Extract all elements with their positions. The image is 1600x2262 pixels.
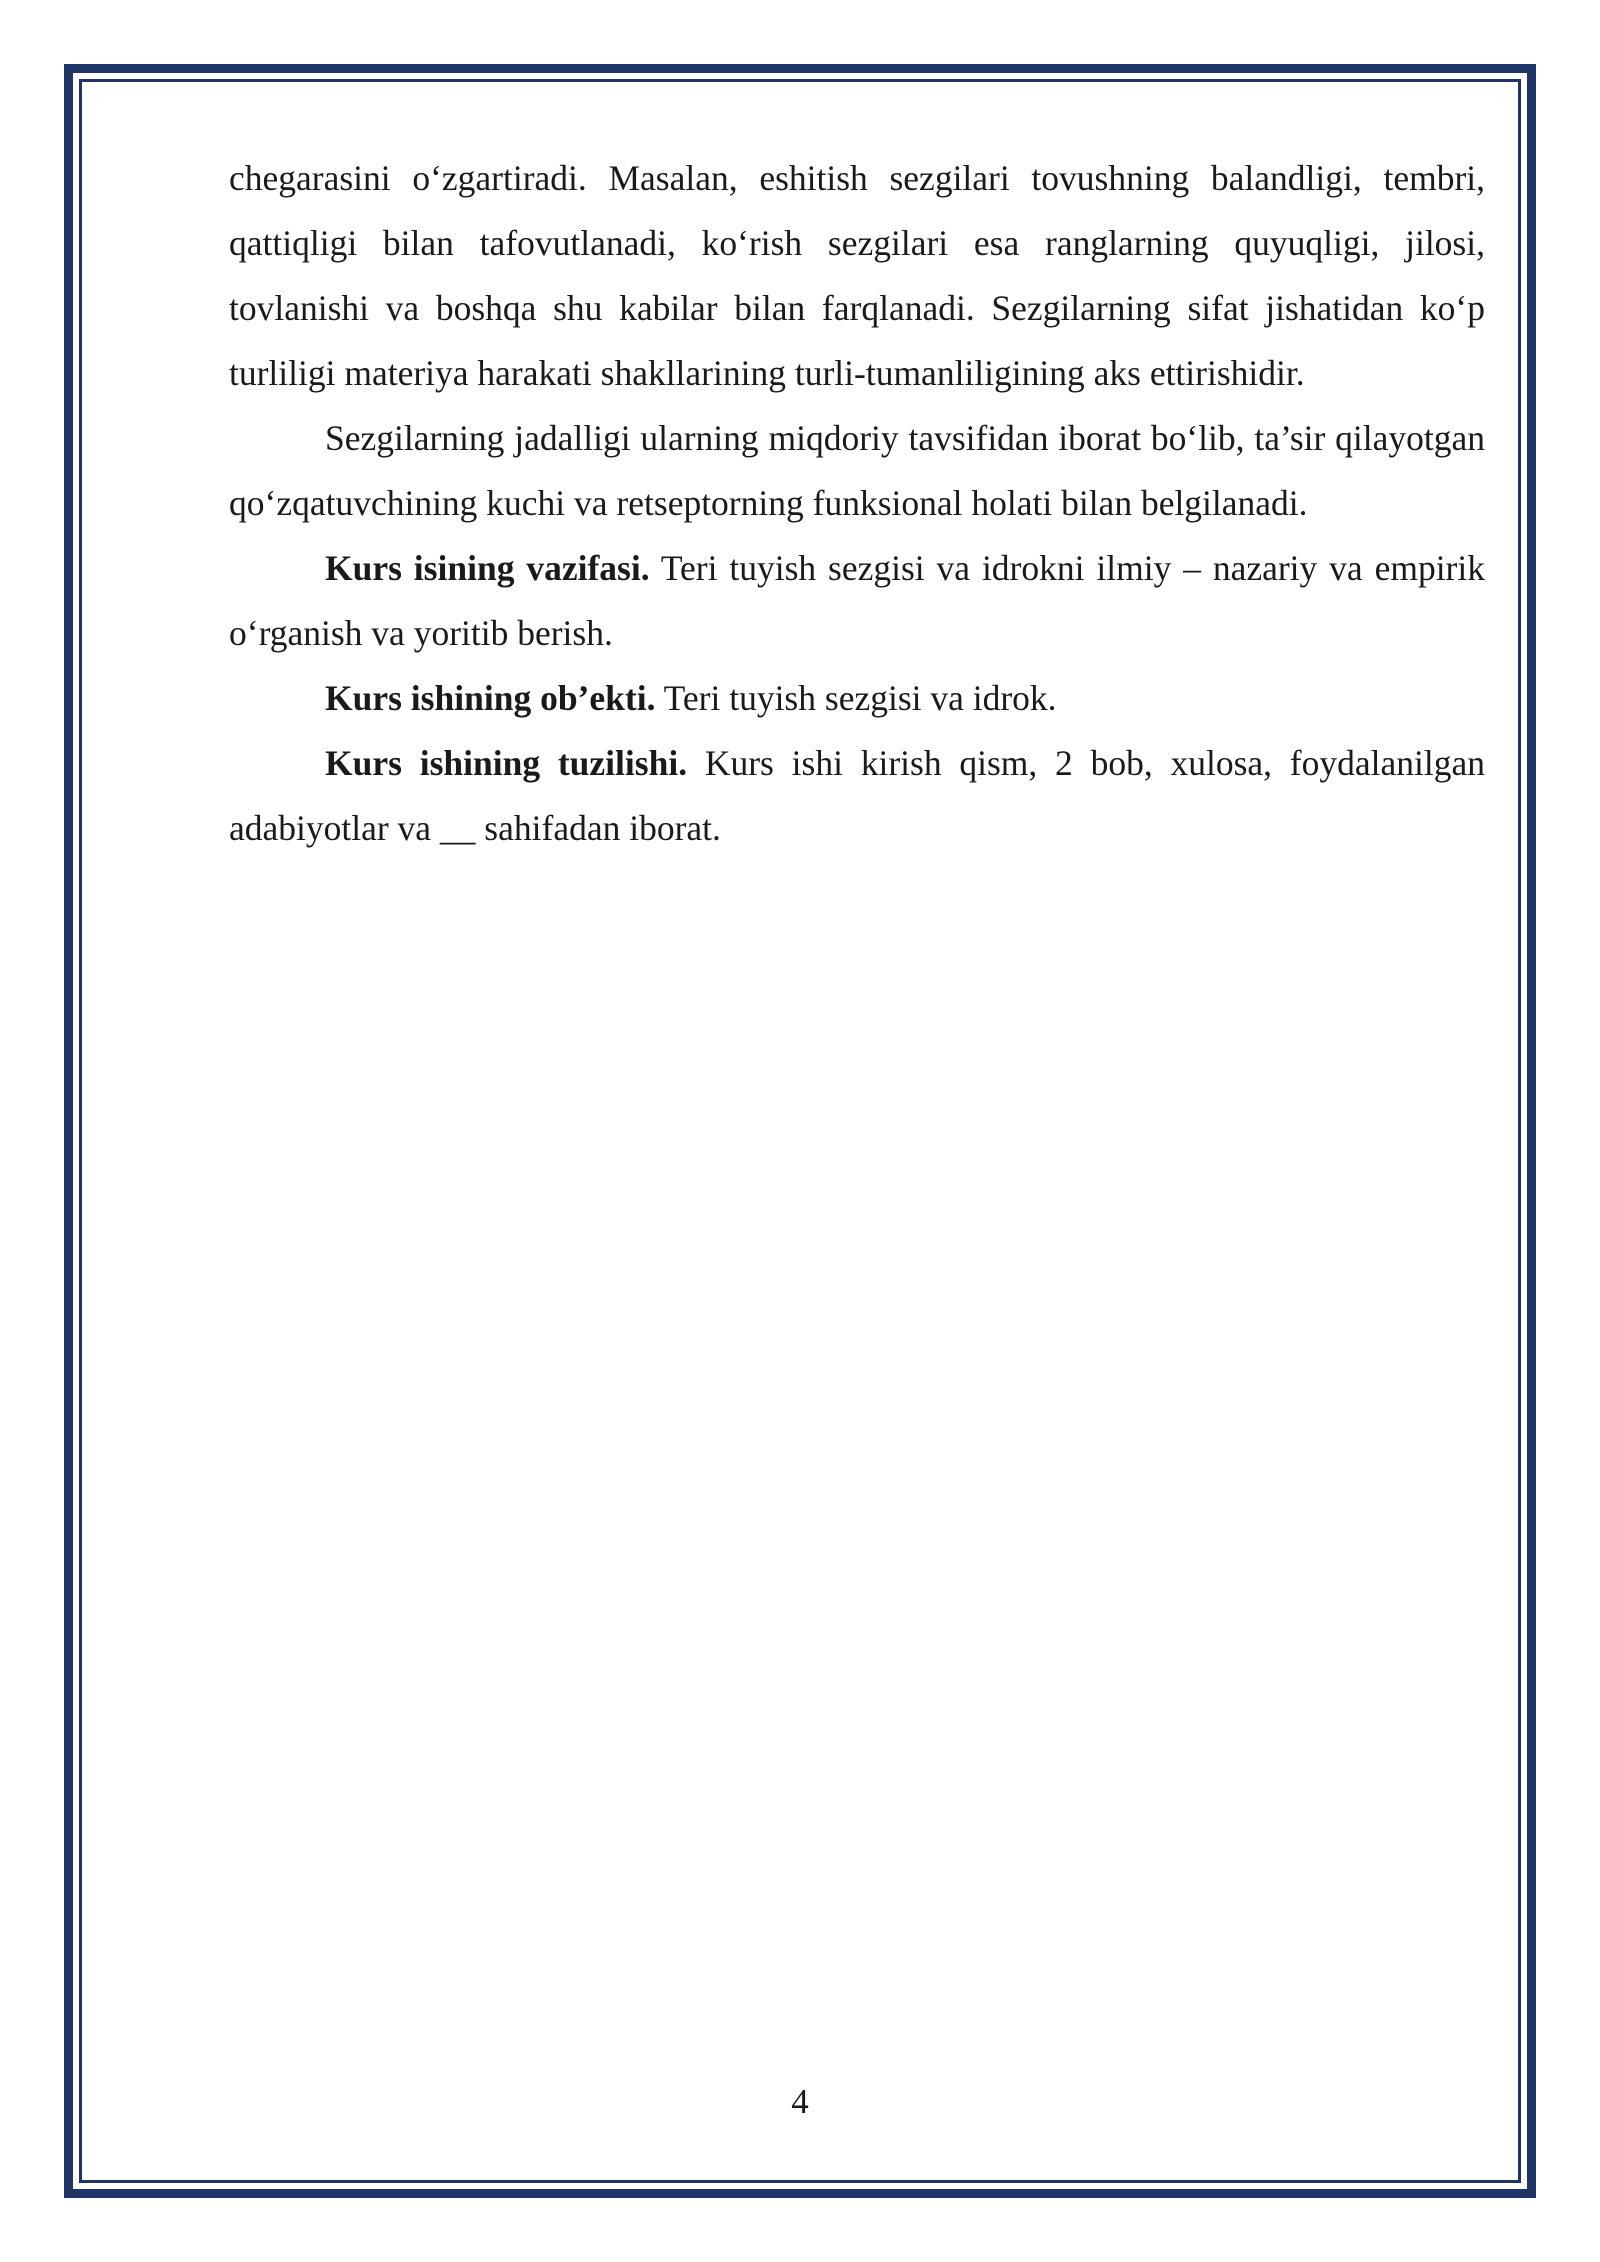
paragraph-intensity: [229, 406, 1485, 536]
paragraph-text: Teri tuyish sezgisi va idrokni ilmiy – nazariy va empirik o‘rganish va yoritib berish.: [229, 548, 1485, 653]
paragraph-object: [229, 666, 1485, 731]
paragraph-heading: Kurs isining vazifasi.: [325, 548, 650, 588]
document-body: [229, 146, 1485, 861]
paragraph-heading: Kurs ishining tuzilishi.: [325, 743, 688, 783]
paragraph-task: [229, 536, 1485, 666]
paragraph-text: Teri tuyish sezgisi va idrok.: [655, 678, 1057, 718]
paragraph-heading: Kurs ishining ob’ekti.: [325, 678, 656, 718]
paragraph-continuation: [229, 146, 1485, 406]
paragraph-text: Kurs ishi kirish qism, 2 bob, xulosa, foydalanilgan adabiyotlar va __ sahifadan iborat.: [229, 743, 1485, 848]
paragraph-text: Sezgilarning jadalligi ularning miqdoriy tavsifidan iborat bo‘lib, ta’sir qilayotgan qo‘zqatuvchining kuchi va retseptorning funksional holati bilan belgilanadi.: [229, 418, 1485, 523]
page-number: 4: [791, 2082, 809, 2121]
paragraph-structure: [229, 731, 1485, 861]
paragraph-text: chegarasini o‘zgartiradi. Masalan, eshitish sezgilari tovushning balandligi, tembri, qattiqligi bilan tafovutlanadi, ko‘rish sezgilari esa ranglarning quyuqligi, jilosi, tovlanishi va boshqa shu kabilar bilan farqlanadi. Sezgilarning sifat jishatidan ko‘p turliligi materiya harakati shakllarining turli-tumanliligining aks ettirishidir.: [229, 158, 1485, 393]
